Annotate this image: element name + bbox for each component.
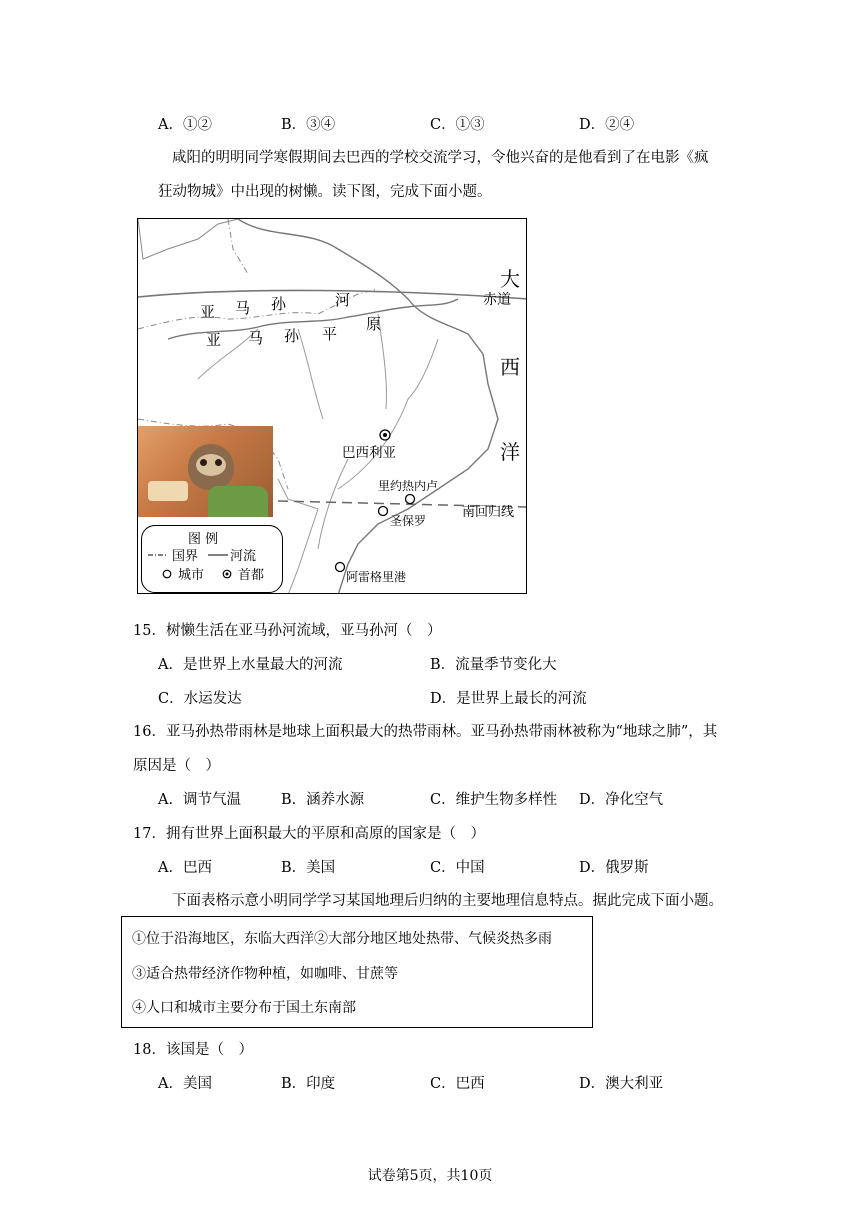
plain-char-5: 原 xyxy=(366,315,382,333)
q14-option-d[interactable]: D．②④ xyxy=(579,117,635,133)
legend-border: 国界 xyxy=(172,549,199,564)
ocean-label-3: 洋 xyxy=(500,440,520,464)
q17-option-d[interactable]: D．俄罗斯 xyxy=(579,860,649,876)
q16-stem-line1: 16．亚马孙热带雨林是地球上面积最大的热带雨林。亚马孙热带雨林被称为“地球之肺”，其 xyxy=(133,724,718,740)
river-char-2: 马 xyxy=(235,299,251,317)
plain-char-4: 平 xyxy=(322,325,338,343)
capital-label: 巴西利亚 xyxy=(342,445,396,461)
legend-title: 图 例 xyxy=(188,532,219,547)
city-label-rio: 里约热内卢 xyxy=(378,479,439,493)
info-line-3: ④人口和城市主要分布于国土东南部 xyxy=(132,1000,356,1016)
q15-stem: 15．树懒生活在亚马孙河流域，亚马孙河（ ） xyxy=(133,623,442,639)
q17-stem: 17．拥有世界上面积最大的平原和高原的国家是（ ） xyxy=(133,826,485,842)
q16-option-d[interactable]: D．净化空气 xyxy=(579,792,664,808)
intro-paragraph-2: 下面表格示意小明同学学习某国地理后归纳的主要地理信息特点。据此完成下面小题。 xyxy=(172,893,723,909)
ocean-label-2: 西 xyxy=(500,355,520,379)
intro-paragraph-line1: 咸阳的明明同学寒假期间去巴西的学校交流学习，令他兴奋的是他看到了在电影《疯 xyxy=(172,150,709,166)
south-america-map xyxy=(137,218,527,594)
q17-option-a[interactable]: A．巴西 xyxy=(158,860,212,876)
q16-option-b[interactable]: B．涵养水源 xyxy=(281,792,365,808)
ocean-label-1: 大 xyxy=(500,267,520,291)
info-line-2: ③适合热带经济作物种植，如咖啡、甘蔗等 xyxy=(132,966,398,982)
plain-char-2: 马 xyxy=(248,329,264,347)
q15-option-d[interactable]: D．是世界上最长的河流 xyxy=(430,691,587,707)
plain-char-3: 孙 xyxy=(284,327,300,345)
q18-option-c[interactable]: C．巴西 xyxy=(430,1076,485,1092)
map-legend xyxy=(141,525,283,593)
q18-option-d[interactable]: D．澳大利亚 xyxy=(579,1076,664,1092)
q16-option-c[interactable]: C．维护生物多样性 xyxy=(430,792,558,808)
city-label-portoalegre: 阿雷格里港 xyxy=(346,570,407,584)
city-marker-rio xyxy=(406,495,415,504)
q14-option-c[interactable]: C．①③ xyxy=(430,117,485,133)
city-marker-portoalegre xyxy=(336,563,345,572)
river-char-3: 孙 xyxy=(271,295,287,313)
city-circle-icon xyxy=(162,569,172,579)
q15-option-c[interactable]: C．水运发达 xyxy=(158,691,242,707)
q15-option-a[interactable]: A．是世界上水量最大的河流 xyxy=(158,657,343,673)
q18-option-b[interactable]: B．印度 xyxy=(281,1076,336,1092)
city-marker-saopaulo xyxy=(379,507,388,516)
equator-label: 赤道 xyxy=(483,292,511,308)
legend-city: 城市 xyxy=(178,568,205,583)
sloth-image xyxy=(138,426,273,517)
q14-option-b[interactable]: B．③④ xyxy=(281,117,336,133)
info-table xyxy=(121,916,593,1028)
river-char-4: 河 xyxy=(335,291,351,309)
q16-option-a[interactable]: A．调节气温 xyxy=(158,792,241,808)
q16-stem-line2: 原因是（ ） xyxy=(133,758,220,774)
intro-paragraph-line2: 狂动物城》中出现的树懒。读下图，完成下面小题。 xyxy=(158,184,492,200)
tropic-label: 南回归线 xyxy=(462,505,515,520)
legend-capital: 首都 xyxy=(238,568,265,583)
plain-char-1: 亚 xyxy=(206,331,222,349)
capital-circle-icon xyxy=(222,569,232,579)
q18-option-a[interactable]: A．美国 xyxy=(158,1076,212,1092)
q17-option-b[interactable]: B．美国 xyxy=(281,860,336,876)
city-label-saopaulo: 圣保罗 xyxy=(390,514,427,528)
page-footer: 试卷第5页，共10页 xyxy=(367,1168,493,1184)
legend-river: 河流 xyxy=(230,549,257,564)
q14-option-a[interactable]: A．①② xyxy=(158,117,212,133)
q17-option-c[interactable]: C．中国 xyxy=(430,860,485,876)
river-char-1: 亚 xyxy=(200,303,216,321)
river-line-icon xyxy=(208,550,228,560)
border-line-icon xyxy=(148,550,168,560)
q18-stem: 18．该国是（ ） xyxy=(133,1042,253,1058)
q15-option-b[interactable]: B．流量季节变化大 xyxy=(430,657,557,673)
info-line-1: ①位于沿海地区，东临大西洋②大部分地区地处热带、气候炎热多雨 xyxy=(132,931,552,947)
